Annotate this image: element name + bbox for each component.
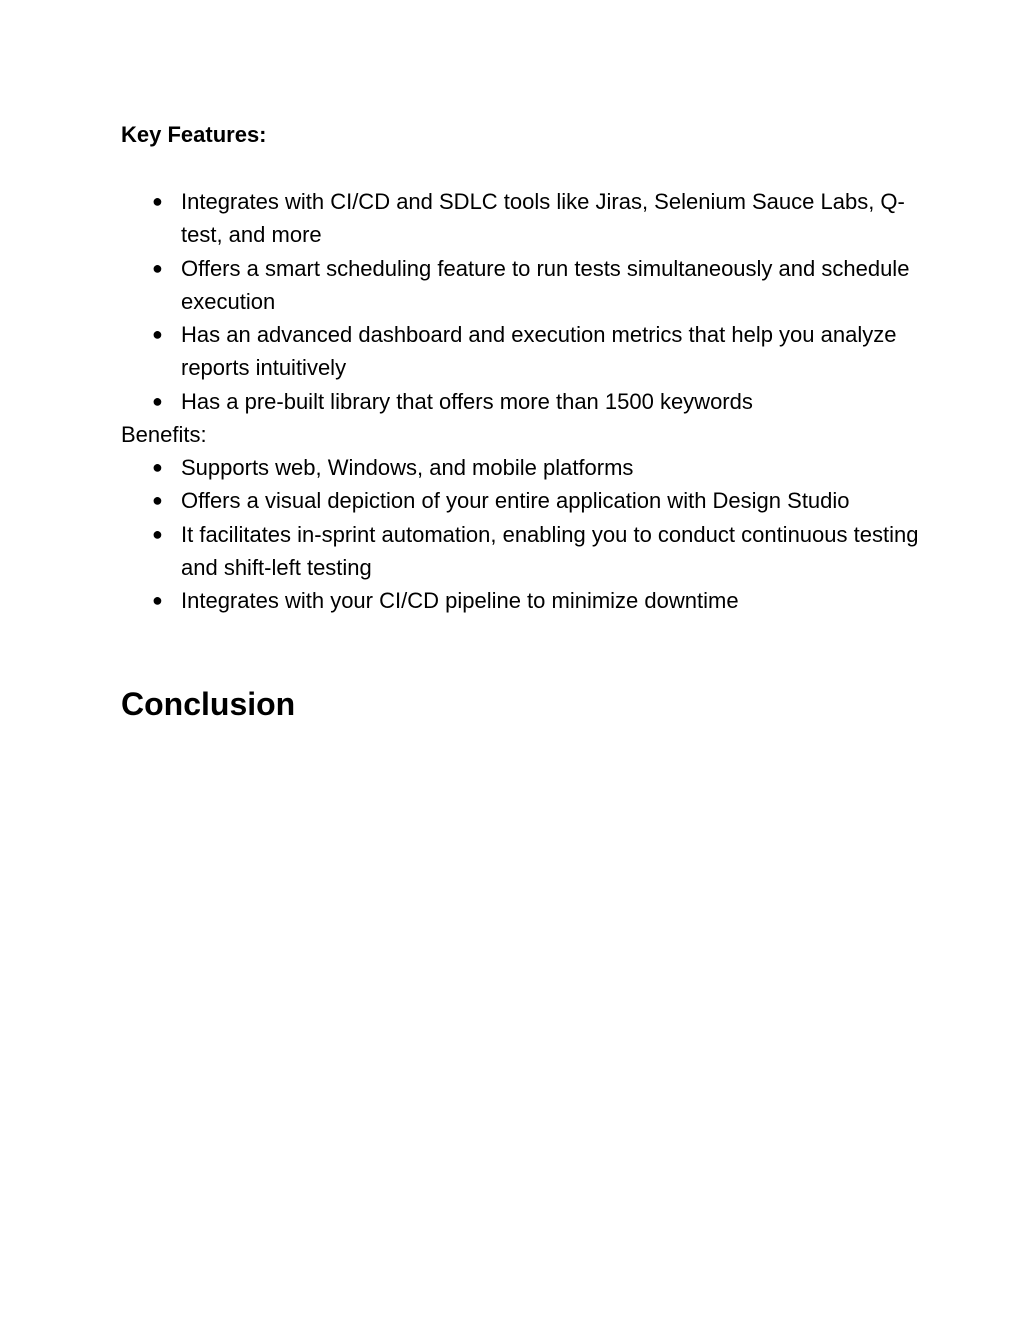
key-features-heading: Key Features:	[121, 122, 267, 147]
list-item	[150, 451, 920, 484]
list-item-text: Integrates with CI/CD and SDLC tools like Jiras, Selenium Sauce Labs, Q-test, and more	[181, 189, 905, 248]
list-item-text: Integrates with your CI/CD pipeline to minimize downtime	[181, 588, 739, 613]
bullet-icon: ●	[152, 457, 163, 477]
list-item	[150, 252, 920, 319]
list-item-text: Offers a visual depiction of your entire application with Design Studio	[181, 488, 850, 514]
bullet-icon: ●	[152, 523, 163, 544]
list-item	[150, 318, 920, 385]
bullet-icon: ●	[152, 390, 163, 411]
benefits-list	[150, 451, 920, 617]
list-item	[150, 185, 920, 252]
bullet-icon: ●	[152, 324, 163, 344]
benefits-label: Benefits:	[121, 422, 207, 447]
list-item	[150, 518, 920, 585]
conclusion-heading: Conclusion	[121, 686, 296, 722]
list-item-text: It facilitates in-sprint automation, enabling you to conduct continuous testing and shift-left testing	[181, 521, 919, 580]
bullet-icon: ●	[152, 590, 163, 610]
bullet-icon: ●	[152, 490, 163, 511]
list-item-text: Supports web, Windows, and mobile platforms	[181, 455, 634, 480]
list-item	[150, 484, 920, 517]
list-item	[150, 584, 920, 617]
list-item-text: Offers a smart scheduling feature to run tests simultaneously and schedule execution	[181, 255, 910, 314]
list-item-text: Has an advanced dashboard and execution metrics that help you analyze reports intuitively	[181, 322, 897, 381]
key-features-list	[150, 185, 920, 418]
list-item-text: Has a pre-built library that offers more than 1500 keywords	[181, 388, 753, 414]
bullet-icon: ●	[152, 191, 163, 211]
list-item	[150, 385, 920, 418]
bullet-icon: ●	[152, 257, 163, 278]
